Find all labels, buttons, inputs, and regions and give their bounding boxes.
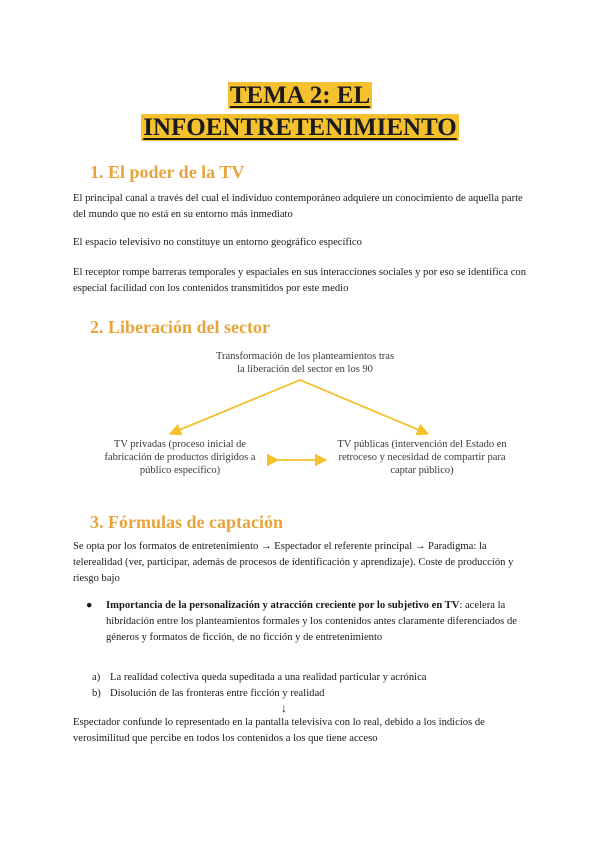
arrow-to-right [300,380,426,433]
section-3-intro: Se opta por los formatos de entretenimiento → Espectador el referente principal → Paradigma: la telerealidad (ver, participar, además de procesos de identificación y aprendizaje). Coste de producción y riesgo bajo [73,541,514,584]
section-1-heading: 1. El poder de la TV [90,162,245,182]
down-arrow-icon: ↓ [281,701,287,715]
section-2-heading: 2. Liberación del sector [90,317,270,337]
list-item-a [92,670,532,686]
section-1-paragraph-3: El receptor rompe barreras temporales y espaciales en sus interacciones sociales y por eso se identifica con especial facilidad con los contenidos transmitidos por este medio [73,267,526,294]
arrow-to-left [172,380,300,433]
section-3-conclusion: Espectador confunde lo representado en la pantalla televisiva con lo real, debido a los indicios de verosimilitud que percibe en todos los contenidos a los que tiene acceso [73,717,485,744]
list-text-b: Disolución de las fronteras entre ficción y realidad [110,688,325,699]
bullet-item [86,598,536,646]
section-1-paragraph-2: El espacio televisivo no constituye un entorno geográfico específico [73,237,362,248]
title-text-2: INFOENTRETENIMIENTO [143,114,457,141]
bullet-bold-text: Importancia de la personalización y atracción creciente por lo subjetivo en TV [106,600,460,611]
liberation-diagram [0,340,600,490]
bullet-text [106,598,536,646]
title-text-1: TEMA 2: EL [229,82,371,109]
bullet-marker: ● [86,600,93,611]
diagram-top-label: Transformación de los planteamientos tras la liberación del sector en los 90 [215,351,395,375]
title-line-2 [0,112,600,144]
diagram-right-label: TV públicas (intervención del Estado en retroceso y necesidad de compartir para captar público) [337,439,507,476]
list-text-a: La realidad colectiva queda supeditada a una realidad particular y acrónica [110,672,427,683]
diagram-left-label: TV privadas (proceso inicial de fabricación de productos dirigidos a público específico) [104,439,256,476]
section-3-heading: 3. Fórmulas de captación [90,512,283,532]
list-item-b [92,686,532,702]
bullet-rest-text: : acelera la hibridación entre los planteamientos formales y los contenidos antes claramente diferenciados de géneros y formatos de ficción, de no ficción y de entretenimiento [106,600,517,643]
list-marker-b: b) [92,688,101,699]
list-marker-a: a) [92,672,101,683]
title-line-1 [0,80,600,112]
section-1-paragraph-1: El principal canal a través del cual el individuo contemporáneo adquiere un conocimiento de aquella parte del mundo que no está en su entorno más inmediato [73,193,523,220]
